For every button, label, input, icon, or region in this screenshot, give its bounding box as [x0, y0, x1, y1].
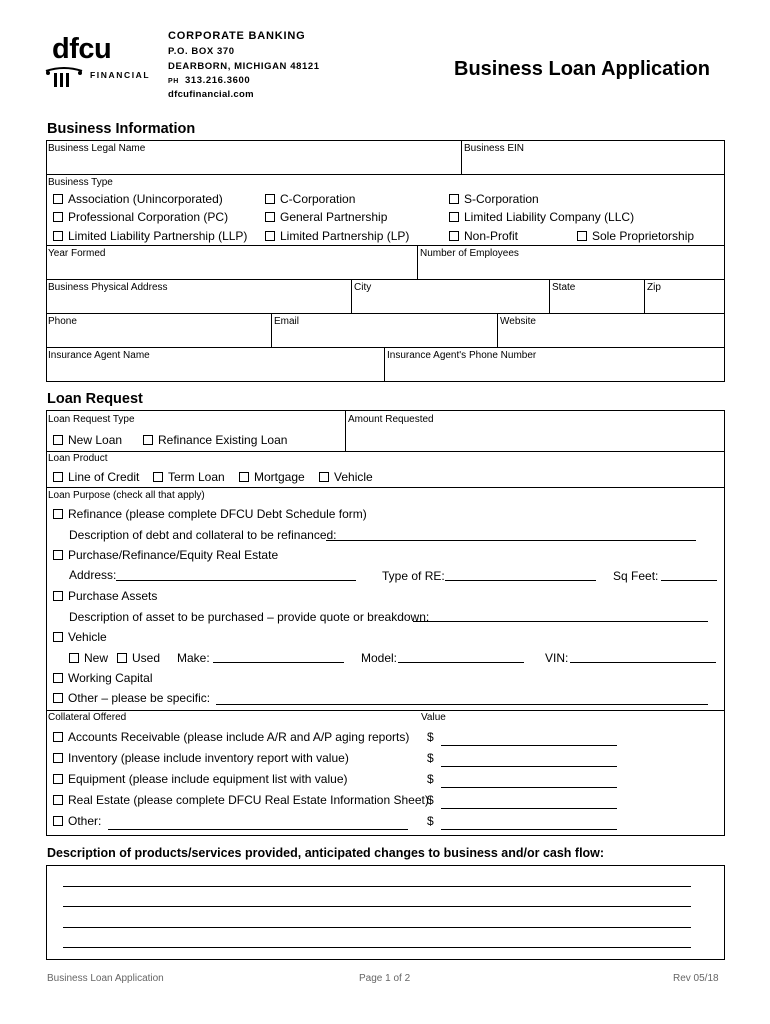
website: dfcufinancial.com [168, 89, 254, 100]
business-type-option[interactable]: C-Corporation [265, 192, 355, 206]
value-line[interactable] [441, 787, 617, 788]
checkbox[interactable] [449, 212, 459, 222]
checkbox[interactable] [153, 472, 163, 482]
sq-feet-label: Sq Feet: [613, 569, 659, 583]
collateral-real-estate[interactable]: Real Estate (please complete DFCU Real Estate Information Sheet) [53, 793, 429, 807]
value-line[interactable] [441, 808, 617, 809]
checkbox[interactable] [265, 212, 275, 222]
checkbox[interactable] [53, 472, 63, 482]
vin-line[interactable] [570, 662, 716, 663]
footer-page-number: Page 1 of 2 [359, 973, 411, 984]
checkbox[interactable] [53, 231, 63, 241]
logo-subtitle: FINANCIAL [90, 70, 151, 80]
phone-line [168, 75, 250, 88]
checkbox[interactable] [53, 795, 63, 805]
checkbox[interactable] [239, 472, 249, 482]
collateral-label: Collateral Offered [48, 712, 127, 723]
business-type-option[interactable]: Association (Unincorporated) [53, 192, 223, 206]
request-type-new-loan[interactable]: New Loan [53, 433, 122, 447]
collateral-inventory[interactable]: Inventory (please include inventory report with value) [53, 751, 349, 765]
business-type-option[interactable]: S-Corporation [449, 192, 539, 206]
re-address-label: Address: [69, 568, 117, 582]
description-box[interactable] [46, 865, 725, 960]
phone-number: 313.216.3600 [184, 75, 251, 86]
checkbox[interactable] [449, 194, 459, 204]
loan-request-type-label: Loan Request Type [48, 414, 135, 425]
year-formed-field[interactable]: Year Formed [48, 248, 106, 259]
logo-wordmark: dfcu [52, 33, 112, 65]
checkbox[interactable] [449, 231, 459, 241]
dollar-sign: $ [427, 772, 434, 786]
agent-phone-field[interactable]: Insurance Agent's Phone Number [387, 350, 537, 361]
purpose-working-capital[interactable]: Working Capital [53, 671, 152, 685]
description-line[interactable] [63, 906, 691, 907]
checkbox[interactable] [53, 591, 63, 601]
collateral-equipment[interactable]: Equipment (please include equipment list with value) [53, 772, 348, 786]
value-line[interactable] [441, 829, 617, 830]
model-line[interactable] [398, 662, 524, 663]
checkbox[interactable] [53, 509, 63, 519]
business-type-option[interactable]: Professional Corporation (PC) [53, 210, 228, 224]
vehicle-used[interactable]: Used [117, 651, 160, 665]
checkbox[interactable] [53, 673, 63, 683]
zip-field[interactable]: Zip [647, 282, 661, 293]
business-type-option[interactable]: General Partnership [265, 210, 387, 224]
other-specify-line[interactable] [216, 704, 708, 705]
phone-label: PH [168, 78, 179, 85]
checkbox[interactable] [53, 753, 63, 763]
dfcu-logo [44, 34, 154, 94]
dollar-sign: $ [427, 751, 434, 765]
purpose-refinance[interactable]: Refinance (please complete DFCU Debt Schedule form) [53, 507, 367, 521]
city-field[interactable]: City [354, 282, 372, 293]
agent-name-field[interactable]: Insurance Agent Name [48, 350, 150, 361]
vehicle-new[interactable]: New [69, 651, 108, 665]
business-type-option[interactable]: Limited Partnership (LP) [265, 229, 409, 243]
page-title: Business Loan Application [454, 58, 710, 80]
website-field[interactable]: Website [500, 316, 536, 327]
make-label: Make: [177, 651, 210, 665]
value-label: Value [421, 712, 446, 723]
checkbox[interactable] [53, 693, 63, 703]
checkbox[interactable] [143, 435, 153, 445]
checkbox[interactable] [69, 653, 79, 663]
business-type-option[interactable]: Limited Liability Company (LLC) [449, 210, 634, 224]
collateral-other-line[interactable] [108, 829, 408, 830]
asset-description-line[interactable] [413, 621, 708, 622]
make-line[interactable] [213, 662, 344, 663]
description-line[interactable] [63, 927, 691, 928]
product-mortgage[interactable]: Mortgage [239, 470, 305, 484]
checkbox[interactable] [265, 231, 275, 241]
address-line-2: DEARBORN, MICHIGAN 48121 [168, 61, 320, 72]
business-type-option[interactable]: Non-Profit [449, 229, 518, 243]
checkbox[interactable] [53, 550, 63, 560]
checkbox[interactable] [117, 653, 127, 663]
purpose-real-estate[interactable]: Purchase/Refinance/Equity Real Estate [53, 548, 278, 562]
footer-revision: Rev 05/18 [673, 973, 719, 984]
column-icon [44, 65, 84, 89]
checkbox[interactable] [319, 472, 329, 482]
business-ein-field[interactable]: Business EIN [464, 143, 525, 154]
state-field[interactable]: State [552, 282, 576, 293]
dollar-sign: $ [427, 793, 434, 807]
description-heading: Description of products/services provided, anticipated changes to business and/or cash flow: [47, 846, 605, 860]
product-line-of-credit[interactable]: Line of Credit [53, 470, 139, 484]
checkbox[interactable] [577, 231, 587, 241]
checkbox[interactable] [53, 435, 63, 445]
business-address-field[interactable]: Business Physical Address [48, 282, 168, 293]
section-business-info: Business Information [47, 121, 196, 137]
type-re-label: Type of RE: [382, 569, 445, 583]
checkbox[interactable] [265, 194, 275, 204]
checkbox[interactable] [53, 212, 63, 222]
product-vehicle[interactable]: Vehicle [319, 470, 373, 484]
section-loan-request: Loan Request [47, 391, 143, 407]
refinance-description-label: Description of debt and collateral to be refinanced: [69, 528, 337, 542]
business-type-option[interactable]: Sole Proprietorship [577, 229, 694, 243]
purpose-purchase-assets[interactable]: Purchase Assets [53, 589, 157, 603]
asset-description-label: Description of asset to be purchased – provide quote or breakdown: [69, 610, 430, 624]
loan-purpose-label: Loan Purpose (check all that apply) [48, 490, 205, 501]
loan-product-label: Loan Product [48, 453, 108, 464]
product-term-loan[interactable]: Term Loan [153, 470, 225, 484]
refinance-description-line[interactable] [326, 540, 696, 541]
business-type-option[interactable]: Limited Liability Partnership (LLP) [53, 229, 247, 243]
description-line[interactable] [63, 947, 691, 948]
amount-requested-field[interactable]: Amount Requested [348, 414, 434, 425]
checkbox[interactable] [53, 816, 63, 826]
checkbox[interactable] [53, 774, 63, 784]
purpose-other[interactable]: Other – please be specific: [53, 691, 210, 705]
business-legal-name-field[interactable]: Business Legal Name [48, 143, 146, 154]
purpose-vehicle[interactable]: Vehicle [53, 630, 107, 644]
type-re-line[interactable] [445, 580, 596, 581]
business-info-table [46, 140, 725, 382]
vin-label: VIN: [545, 651, 569, 665]
employees-field[interactable]: Number of Employees [420, 248, 519, 259]
request-type-refinance[interactable]: Refinance Existing Loan [143, 433, 287, 447]
footer-doc-name: Business Loan Application [47, 973, 164, 984]
dept-name: CORPORATE BANKING [168, 30, 306, 42]
business-type-label: Business Type [48, 177, 113, 188]
collateral-other[interactable]: Other: [53, 814, 101, 828]
phone-field[interactable]: Phone [48, 316, 77, 327]
value-line[interactable] [441, 745, 617, 746]
description-line[interactable] [63, 886, 691, 887]
re-address-line[interactable] [116, 580, 356, 581]
dollar-sign: $ [427, 730, 434, 744]
checkbox[interactable] [53, 732, 63, 742]
model-label: Model: [361, 651, 398, 665]
value-line[interactable] [441, 766, 617, 767]
address-line-1: P.O. BOX 370 [168, 46, 235, 57]
sq-feet-line[interactable] [661, 580, 717, 581]
checkbox[interactable] [53, 194, 63, 204]
email-field[interactable]: Email [274, 316, 300, 327]
checkbox[interactable] [53, 632, 63, 642]
dollar-sign: $ [427, 814, 434, 828]
collateral-ar[interactable]: Accounts Receivable (please include A/R and A/P aging reports) [53, 730, 409, 744]
